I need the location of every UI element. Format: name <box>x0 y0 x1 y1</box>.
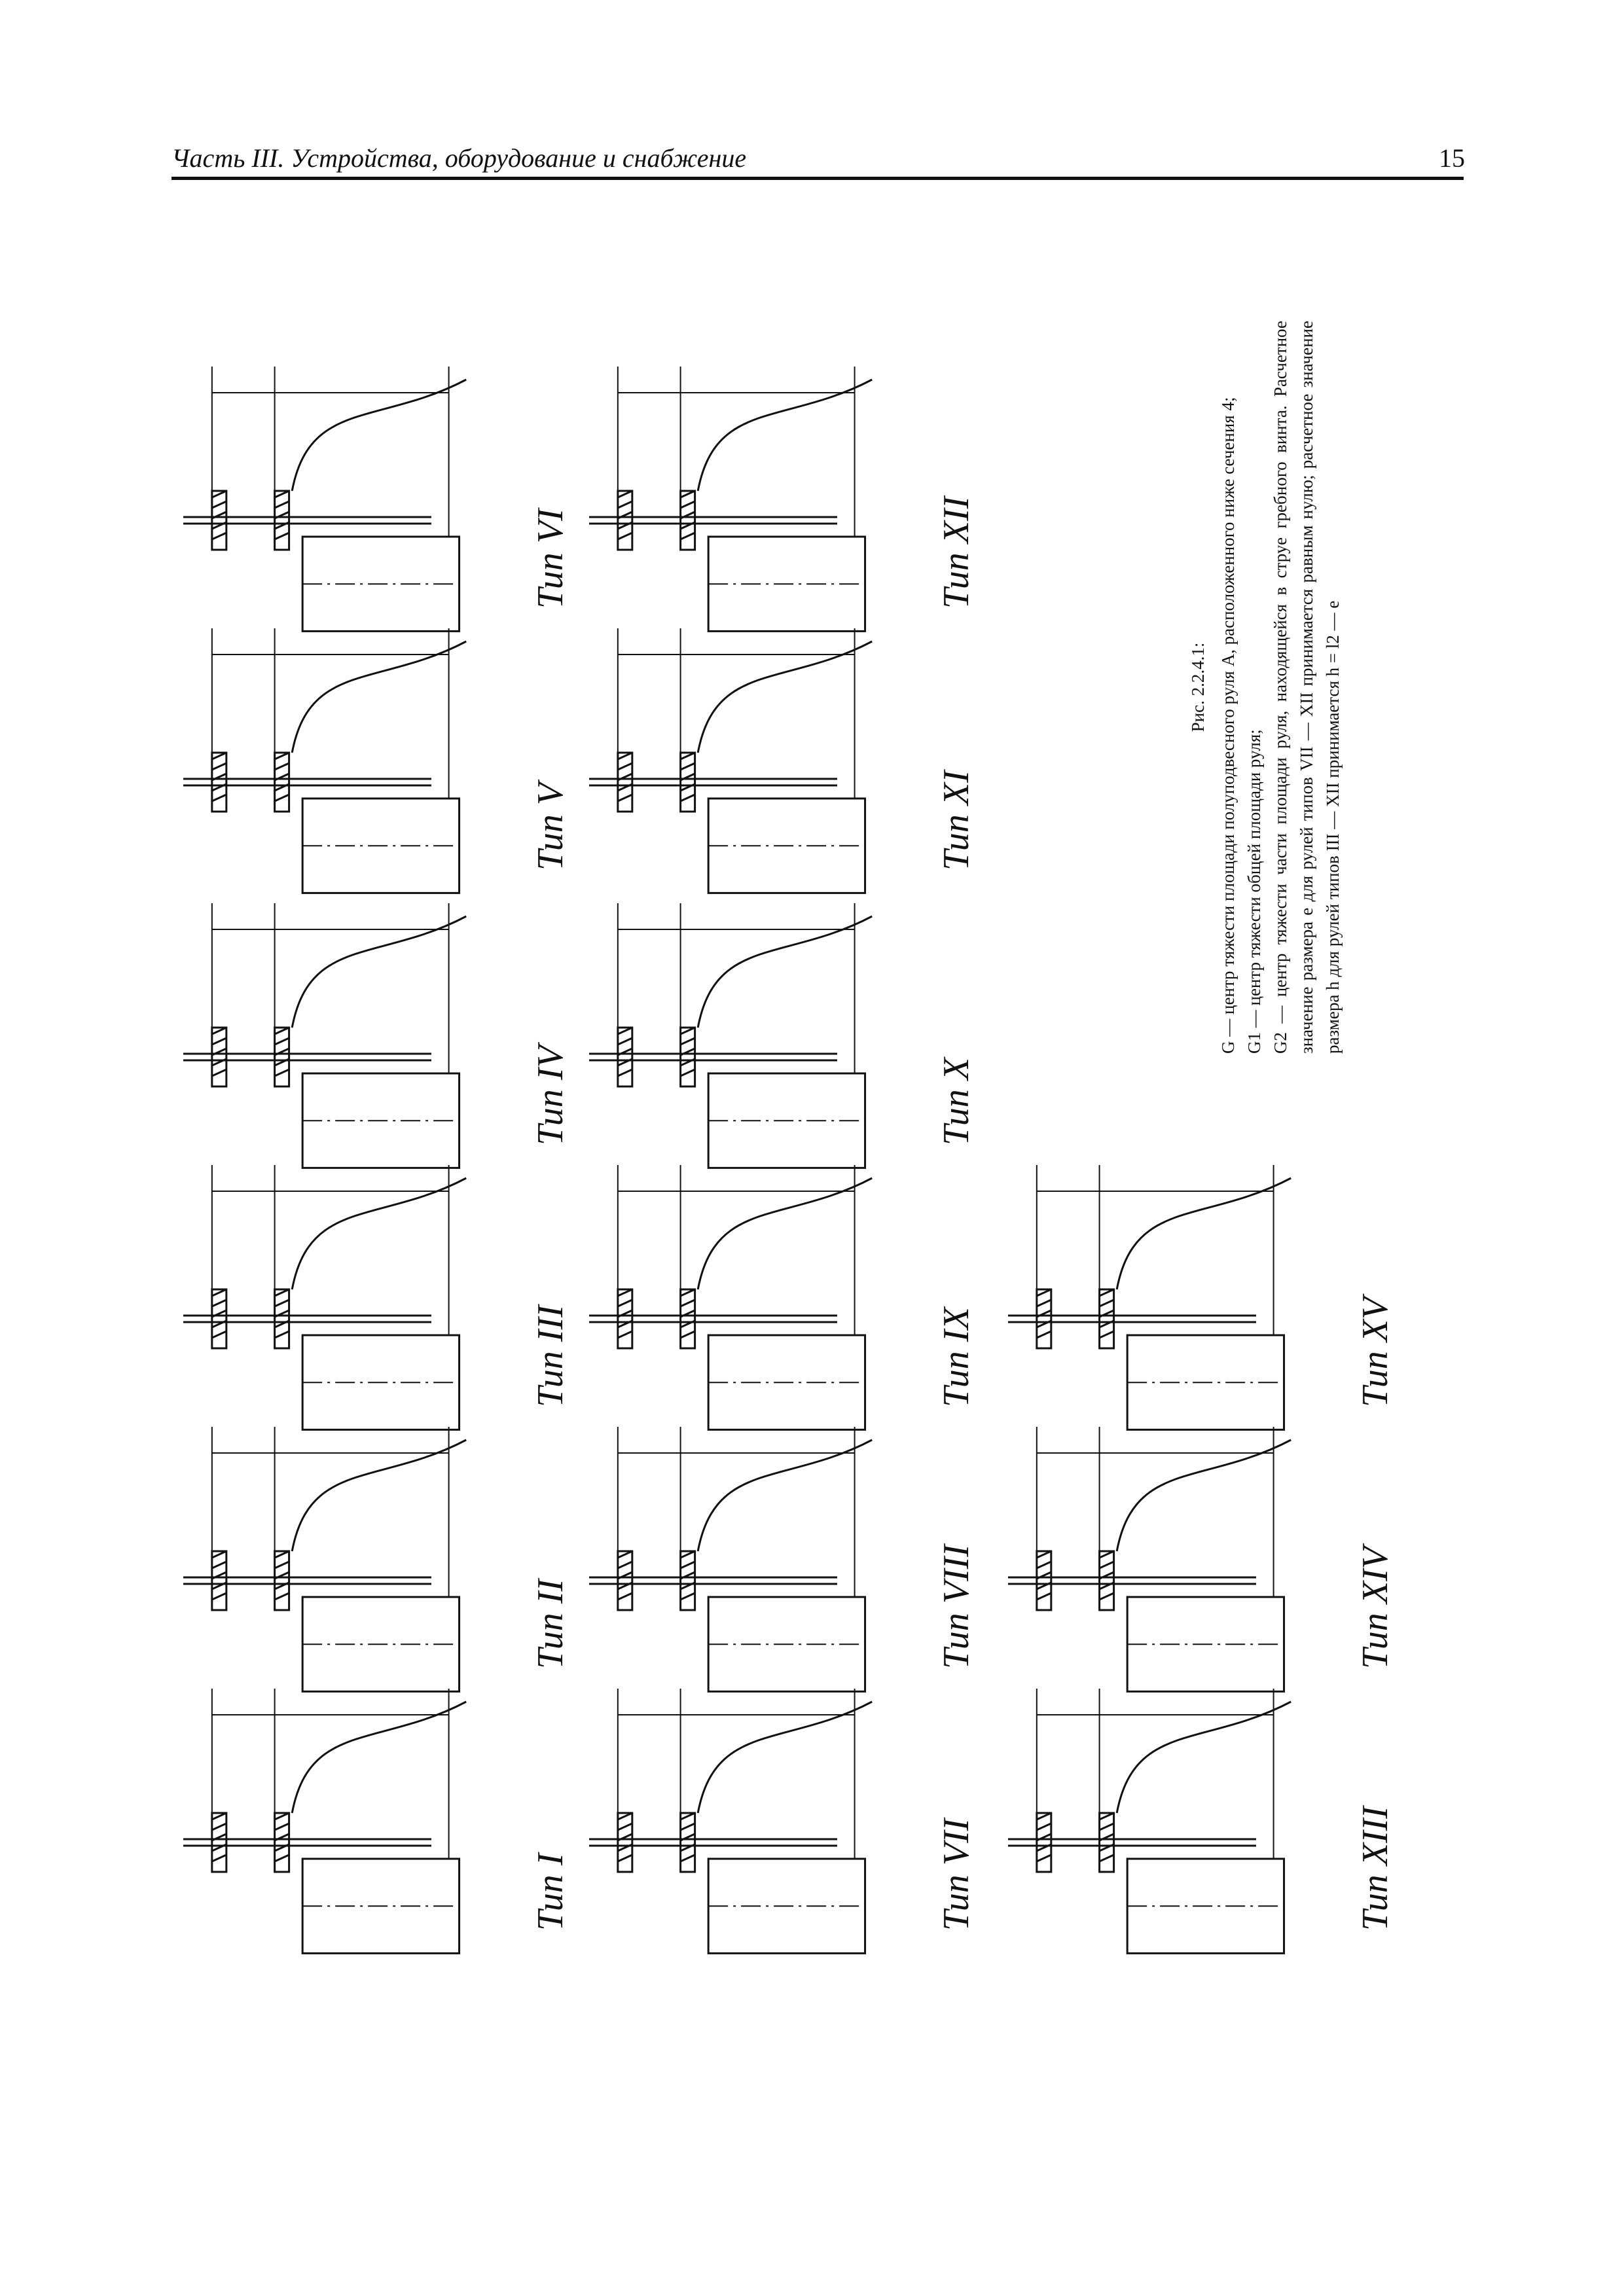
rudder-diagram <box>183 628 466 893</box>
page-number: 15 <box>1439 143 1465 173</box>
rudder-type-label: Тип XV <box>1354 1297 1396 1407</box>
rudder-diagram <box>183 1689 466 1953</box>
rudder-diagram <box>589 1427 872 1691</box>
rudder-type-label: Тип II <box>530 1579 571 1669</box>
rudder-type-label: Тип XI <box>935 770 977 870</box>
rudder-diagram <box>183 903 466 1168</box>
rudder-diagram <box>183 367 466 631</box>
rudder-diagram <box>589 903 872 1168</box>
rudder-type-label: Тип III <box>530 1305 571 1407</box>
rudder-type-label: Тип XIII <box>1354 1806 1396 1931</box>
rudder-type-label: Тип IX <box>935 1307 977 1407</box>
rudder-diagram <box>589 367 872 631</box>
rudder-diagram <box>183 1165 466 1429</box>
caption-title: Рис. 2.2.4.1: <box>1188 642 1208 732</box>
rudder-type-label: Тип X <box>935 1057 977 1145</box>
rudder-type-label: Тип XII <box>935 496 977 609</box>
rudder-diagram <box>183 1427 466 1691</box>
rudder-type-label: Тип V <box>530 782 571 870</box>
rudder-diagram <box>1008 1689 1291 1953</box>
rudder-diagram <box>1008 1427 1291 1691</box>
running-header-title: Часть III. Устройства, оборудование и снабжение <box>171 143 747 173</box>
rudder-type-label: Тип VI <box>530 509 571 609</box>
rudder-type-label: Тип IV <box>530 1045 571 1145</box>
caption-line-g1: G1 — центр тяжести общей площади руля; <box>1244 729 1264 1054</box>
rudder-type-label: Тип I <box>530 1853 571 1931</box>
caption-line-g: G — центр тяжести площади полуподвесного руля А, расположенного ниже сечения 4; <box>1218 397 1238 1054</box>
rudder-diagram <box>589 1689 872 1953</box>
rudder-type-label: Тип VIII <box>935 1545 977 1669</box>
rudder-type-label: Тип VII <box>935 1818 977 1931</box>
figure-caption <box>1185 321 1381 1054</box>
rudder-diagram <box>1008 1165 1291 1429</box>
rudder-diagram <box>589 1165 872 1429</box>
rudder-diagram <box>589 628 872 893</box>
caption-line-g2: G2 — центр тяжести части площади руля, находящейся в струе гребного винта. Расчетное значение размера e для рулей типов VII — XII принимается равным нулю; расчетное значение размера h для рулей типов III — XII принимается h = l2 — e <box>1271 321 1343 1054</box>
rudder-type-label: Тип XIV <box>1354 1547 1396 1669</box>
